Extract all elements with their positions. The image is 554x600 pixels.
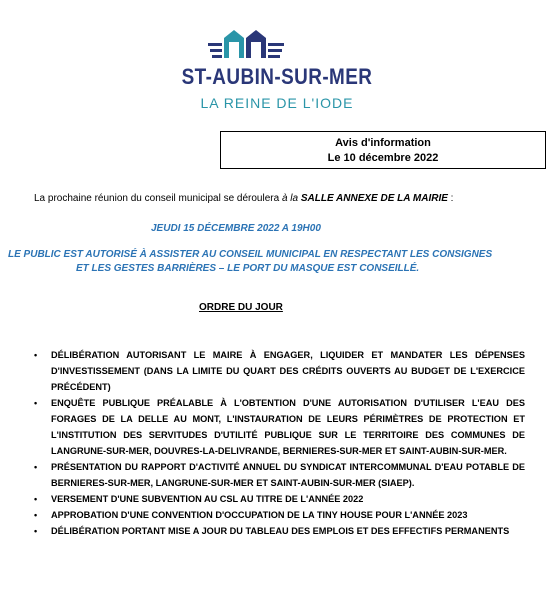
notice-title: Avis d'information	[335, 137, 431, 149]
agenda-item	[33, 507, 525, 523]
public-notice-line-2: ET LES GESTES BARRIÈRES – LE PORT DU MASQUE EST CONSEILLÉ.	[76, 263, 420, 274]
intro-sentence	[34, 193, 453, 204]
town-logo-icon	[208, 28, 290, 62]
agenda-item	[33, 491, 525, 507]
agenda-list	[33, 347, 525, 539]
agenda-item-text: VERSEMENT D'UNE SUBVENTION AU CSL AU TITRE DE L'ANNÉE 2022	[51, 494, 364, 504]
bullet-icon: •	[34, 350, 38, 360]
bullet-icon: •	[34, 462, 38, 472]
bullet-icon: •	[34, 398, 38, 408]
meeting-location: SALLE ANNEXE DE LA MAIRIE	[300, 193, 448, 204]
notice-date: Le 10 décembre 2022	[327, 152, 439, 164]
intro-italic: à la	[281, 193, 301, 204]
agenda-item-text: ENQUÊTE PUBLIQUE PRÉALABLE À L'OBTENTION D'UNE AUTORISATION D'UTILISER L'EAU DES FORAGES DE LA DELLE AU MONT, L'INSTAURATION DE LEURS PÉRIMÈTRES DE PROTECTION ET L'INSTITUTION DES SERVITUDES D'UTILITÉ PUBLIQUE SUR LE TERRITOIRE DES COMMUNES DE LANGRUNE-SUR-MER, DOUVRES-LA-DELIVRANDE, BERNIERES-SUR-MER ET SAINT-AUBIN-SUR-MER.	[51, 398, 525, 456]
town-name: ST-AUBIN-SUR-MER	[181, 64, 373, 89]
agenda-item-text: DÉLIBÉRATION PORTANT MISE A JOUR DU TABLEAU DES EMPLOIS ET DES EFFECTIFS PERMANENTS	[51, 526, 510, 536]
intro-text: La prochaine réunion du conseil municipal se déroulera	[34, 193, 282, 204]
intro-colon: :	[447, 193, 454, 204]
bullet-icon: •	[34, 494, 38, 504]
town-tagline: LA REINE DE L'IODE	[200, 95, 354, 111]
meeting-datetime: JEUDI 15 DÉCEMBRE 2022 A 19H00	[151, 223, 321, 234]
agenda-item	[33, 395, 525, 459]
agenda-item-text: DÉLIBÉRATION AUTORISANT LE MAIRE À ENGAGER, LIQUIDER ET MANDATER LES DÉPENSES D'INVESTISSEMENT (DANS LA LIMITE DU QUART DES CRÉDITS OUVERTS AU BUDGET DE L'EXERCICE PRÉCÉDENT)	[51, 350, 525, 392]
agenda-item-text: PRÉSENTATION DU RAPPORT D'ACTIVITÉ ANNUEL DU SYNDICAT INTERCOMMUNAL D'EAU POTABLE DE BERNIERES-SUR-MER, LANGRUNE-SUR-MER ET SAINT-AUBIN-SUR-MER (SIAEP).	[51, 462, 525, 488]
agenda-heading: ORDRE DU JOUR	[199, 302, 283, 313]
agenda-item	[33, 347, 525, 395]
bullet-icon: •	[34, 526, 38, 536]
public-notice-line-1: LE PUBLIC EST AUTORISÉ À ASSISTER AU CONSEIL MUNICIPAL EN RESPECTANT LES CONSIGNES	[8, 249, 493, 260]
notice-box	[220, 131, 546, 169]
agenda-item	[33, 523, 525, 539]
agenda-item	[33, 459, 525, 491]
bullet-icon: •	[34, 510, 38, 520]
agenda-item-text: APPROBATION D'UNE CONVENTION D'OCCUPATION DE LA TINY HOUSE POUR L'ANNÉE 2023	[51, 510, 468, 520]
